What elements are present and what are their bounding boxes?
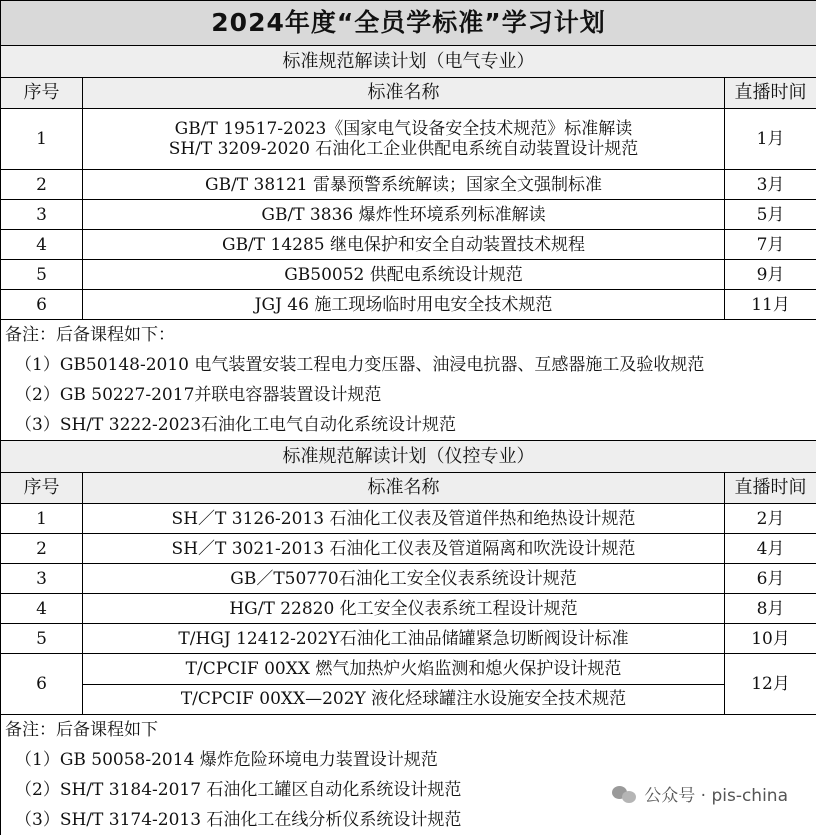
table-row xyxy=(1,564,816,594)
broadcast-time: 9月 xyxy=(725,260,816,290)
broadcast-time: 10月 xyxy=(725,624,816,654)
page-title: 2024年度“全员学标准”学习计划 xyxy=(1,1,816,46)
table-row xyxy=(1,504,816,534)
table-row xyxy=(1,200,816,230)
table-row xyxy=(1,109,816,170)
standard-name: GB／T50770石油化工安全仪表系统设计规范 xyxy=(83,564,725,594)
row-number: 4 xyxy=(1,594,83,624)
row-number: 3 xyxy=(1,564,83,594)
wechat-icon xyxy=(612,784,638,804)
electrical-note-item: （2）GB 50227-2017并联电容器装置设计规范 xyxy=(1,380,816,410)
standard-name-line: T/CPCIF 00XX—202Y 液化烃球罐注水设施安全技术规范 xyxy=(83,685,724,714)
table-row xyxy=(1,260,816,290)
row-number: 1 xyxy=(1,109,83,170)
row-number: 2 xyxy=(1,170,83,200)
table-row xyxy=(1,624,816,654)
table-row xyxy=(1,230,816,260)
broadcast-time: 8月 xyxy=(725,594,816,624)
column-header-no: 序号 xyxy=(1,473,83,504)
standard-name: HG/T 22820 化工安全仪表系统工程设计规范 xyxy=(83,594,725,624)
standard-name: GB50052 供配电系统设计规范 xyxy=(83,260,725,290)
electrical-section-heading: 标准规范解读计划（电气专业） xyxy=(1,46,816,78)
instrument-note-item: （3）SH/T 3174-2013 石油化工在线分析仪系统设计规范 xyxy=(1,805,816,835)
broadcast-time: 12月 xyxy=(725,654,816,715)
standard-name: GB/T 3836 爆炸性环境系列标准解读 xyxy=(83,200,725,230)
instrument-note-item: （1）GB 50058-2014 爆炸危险环境电力装置设计规范 xyxy=(1,745,816,775)
broadcast-time: 11月 xyxy=(725,290,816,320)
row-number: 5 xyxy=(1,260,83,290)
instrument-section-heading: 标准规范解读计划（仪控专业） xyxy=(1,441,816,473)
column-header-no: 序号 xyxy=(1,78,83,109)
standard-name: SH／T 3021-2013 石油化工仪表及管道隔离和吹洗设计规范 xyxy=(83,534,725,564)
column-header-name: 标准名称 xyxy=(83,473,725,504)
broadcast-time: 6月 xyxy=(725,564,816,594)
instrument-note-item: （2）SH/T 3184-2017 石油化工罐区自动化系统设计规范 xyxy=(1,775,816,805)
row-number: 6 xyxy=(1,290,83,320)
table-row xyxy=(1,170,816,200)
table-row xyxy=(1,654,816,715)
standard-name: SH／T 3126-2013 石油化工仪表及管道伴热和绝热设计规范 xyxy=(83,504,725,534)
column-header-time: 直播时间 xyxy=(725,473,816,504)
standard-name-line: SH/T 3209-2020 石油化工企业供配电系统自动装置设计规范 xyxy=(83,139,724,159)
row-number: 5 xyxy=(1,624,83,654)
table-row xyxy=(1,594,816,624)
instrument-note-title: 备注：后备课程如下 xyxy=(1,715,816,746)
broadcast-time: 5月 xyxy=(725,200,816,230)
standard-name-line: GB/T 19517-2023《国家电气设备安全技术规范》标准解读 xyxy=(83,119,724,139)
electrical-note-title: 备注：后备课程如下： xyxy=(1,320,816,351)
row-number: 1 xyxy=(1,504,83,534)
table-row xyxy=(1,534,816,564)
row-number: 3 xyxy=(1,200,83,230)
watermark xyxy=(612,781,788,806)
column-header-name: 标准名称 xyxy=(83,78,725,109)
broadcast-time: 7月 xyxy=(725,230,816,260)
row-number: 2 xyxy=(1,534,83,564)
column-header-time: 直播时间 xyxy=(725,78,816,109)
standard-name-line: T/CPCIF 00XX 燃气加热炉火焰监测和熄火保护设计规范 xyxy=(83,655,724,685)
broadcast-time: 1月 xyxy=(725,109,816,170)
broadcast-time: 4月 xyxy=(725,534,816,564)
standard-name xyxy=(83,109,725,170)
standard-name: GB/T 14285 继电保护和安全自动装置技术规程 xyxy=(83,230,725,260)
table-row xyxy=(1,290,816,320)
row-number: 6 xyxy=(1,654,83,715)
watermark-text: 公众号 · pis-china xyxy=(644,781,788,806)
standard-name: T/HGJ 12412-202Y石油化工油品储罐紧急切断阀设计标准 xyxy=(83,624,725,654)
standard-name: JGJ 46 施工现场临时用电安全技术规范 xyxy=(83,290,725,320)
standard-name: GB/T 38121 雷暴预警系统解读；国家全文强制标准 xyxy=(83,170,725,200)
broadcast-time: 2月 xyxy=(725,504,816,534)
electrical-note-item: （1）GB50148-2010 电气装置安装工程电力变压器、油浸电抗器、互感器施工及验收规范 xyxy=(1,350,816,380)
broadcast-time: 3月 xyxy=(725,170,816,200)
electrical-note-item: （3）SH/T 3222-2023石油化工电气自动化系统设计规范 xyxy=(1,410,816,441)
row-number: 4 xyxy=(1,230,83,260)
standard-name xyxy=(83,654,725,715)
